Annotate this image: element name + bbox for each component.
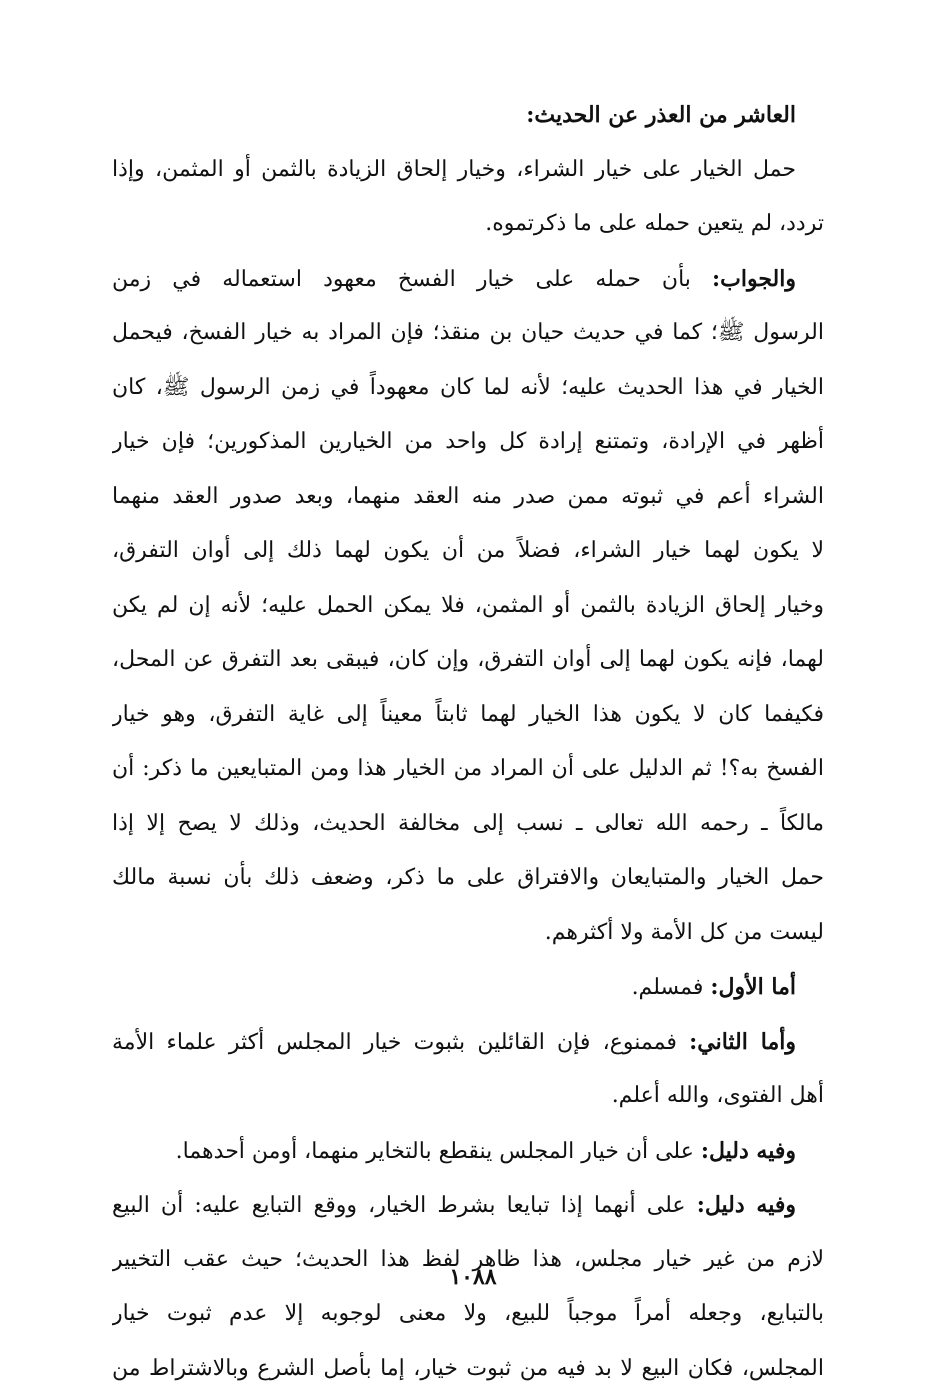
paragraph-line: لازم من غير خيار مجلس، هذا ظاهر لفظ هذا الحديث؛ حيث عقب التخيير — [112, 1233, 824, 1288]
paragraph-line: فكيفما كان لا يكون هذا الخيار لهما ثابتاً معيناً إلى غاية التفرق، وهو خيار — [112, 688, 824, 743]
answer-label: والجواب: — [712, 266, 796, 292]
evidence-one-label: وفيه دليل: — [701, 1138, 796, 1164]
second-point-text: فممنوع، فإن القائلين بثبوت خيار المجلس أكثر علماء الأمة — [112, 1030, 677, 1055]
paragraph-line: مالكاً ـ رحمه الله تعالى ـ نسب إلى مخالفة الحديث، وذلك لا يصح إلا إذا — [112, 797, 824, 852]
paragraph-line: الشراء أعم في ثبوته ممن صدر منه العقد منهما، وبعد صدور العقد منهما — [112, 470, 824, 525]
evidence-two-text: على أنهما إذا تبايعا بشرط الخيار، ووقع التبايع عليه: أن البيع — [112, 1193, 686, 1218]
paragraph-line: وخيار إلحاق الزيادة بالثمن أو المثمن، فلا يمكن الحمل عليه؛ لأنه إن لم يكن — [112, 579, 824, 634]
paragraph-line: تردد، لم يتعين حمله على ما ذكرتموه. — [112, 197, 824, 252]
paragraph-line: أهل الفتوى، والله أعلم. — [112, 1069, 824, 1124]
first-point-text: فمسلم. — [632, 975, 704, 1000]
evidence-one-text: على أن خيار المجلس ينقطع بالتخاير منهما، أومن أحدهما. — [176, 1139, 694, 1164]
section-title: العاشر من العذر عن الحديث: — [112, 88, 824, 143]
second-point-label: وأما الثاني: — [689, 1029, 796, 1055]
paragraph-line: لهما، فإنه يكون لهما إلى أوان التفرق، وإن كان، فيبقى بعد التفرق عن المحل، — [112, 633, 824, 688]
answer-first-text: بأن حمله على خيار الفسخ معهود استعماله في زمن — [112, 267, 691, 292]
evidence-two-label: وفيه دليل: — [697, 1192, 796, 1218]
paragraph-line: بالتبايع، وجعله أمراً موجباً للبيع، ولا معنى لوجوبه إلا عدم ثبوت خيار — [112, 1287, 824, 1342]
page-number: ١٠٨٨ — [0, 1264, 946, 1290]
first-point-label: أما الأول: — [710, 974, 796, 1000]
first-point-line — [112, 960, 824, 1015]
paragraph-line: الخيار في هذا الحديث عليه؛ لأنه لما كان معهوداً في زمن الرسول ﷺ، كان — [112, 361, 824, 416]
paragraph-line: ليست من كل الأمة ولا أكثرهم. — [112, 906, 824, 961]
evidence-two-line — [112, 1178, 824, 1233]
paragraph-line: الرسول ﷺ؛ كما في حديث حيان بن منقذ؛ فإن المراد به خيار الفسخ، فيحمل — [112, 306, 824, 361]
paragraph-line: حمل الخيار على خيار الشراء، وخيار إلحاق الزيادة بالثمن أو المثمن، وإذا — [112, 143, 824, 198]
paragraph-line: أظهر في الإرادة، وتمتنع إرادة كل واحد من الخيارين المذكورين؛ فإن خيار — [112, 415, 824, 470]
evidence-one-line — [112, 1124, 824, 1179]
paragraph-line: الفسخ به؟! ثم الدليل على أن المراد من الخيار هذا ومن المتبايعين ما ذكر: أن — [112, 742, 824, 797]
page-body — [112, 88, 824, 1396]
paragraph-line: حمل الخيار والمتبايعان والافتراق على ما ذكر، وضعف ذلك بأن نسبة مالك — [112, 851, 824, 906]
paragraph-line: المجلس، فكان البيع لا بد فيه من ثبوت خيار، إما بأصل الشرع وبالاشتراط من — [112, 1342, 824, 1396]
paragraph-line: لا يكون لهما خيار الشراء، فضلاً من أن يكون لهما ذلك إلى أوان التفرق، — [112, 524, 824, 579]
second-point-line — [112, 1015, 824, 1070]
answer-first-line — [112, 252, 824, 307]
